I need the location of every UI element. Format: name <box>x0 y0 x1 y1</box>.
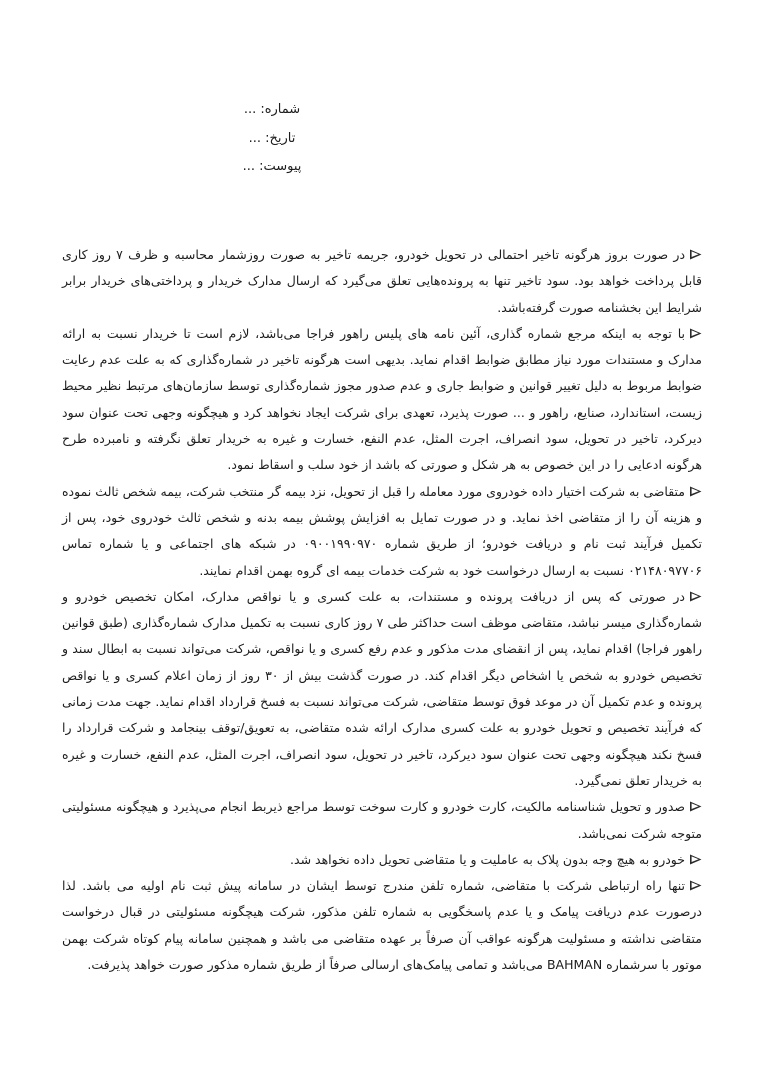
right-arrowhead-bullet-icon <box>690 591 702 602</box>
term-item <box>62 873 702 978</box>
term-item <box>62 794 702 847</box>
field-attachment: پیوست: ... <box>242 159 302 174</box>
term-text: با توجه به اینکه مرجع شماره گذاری، آئین نامه های پلیس راهور فراجا می‌باشد، لازم است تا خریدار نسبت به ارائه مدارک و مستندات مورد نیاز مطابق ضوابط اقدام نماید. بدیهی است هرگونه تاخیر در شماره‌گذاری که به علت عدم رعایت ضوابط مربوط به دلیل تغییر قوانین و ضوابط جاری و عدم صدور مجوز شماره‌گذاری توسط سازمان‌های مرتبط نظیر محیط زیست، استاندارد، صنایع، راهور و ... صورت پذیرد، تعهدی برای شرکت ایجاد نخواهد کرد و هیچگونه وجهی تحت عنوان سود دیرکرد، تاخیر در تحویل، سود انصراف، اجرت المثل، عدم النفع، خسارت و غیره به خریدار تعلق نگرفته و نامبرده طرح هرگونه ادعایی را در این خصوص به هر شکل و صورتی که باشد از خود سلب و اسقاط نمود. <box>62 325 702 473</box>
term-item <box>62 584 702 794</box>
term-text: صدور و تحویل شناسنامه مالکیت، کارت خودرو و کارت سوخت توسط مراجع ذیربط انجام می‌پذیرد و هیچگونه مسئولیتی متوجه شرکت نمی‌باشد. <box>62 799 702 841</box>
term-text: در صورت بروز هرگونه تاخیر احتمالی در تحویل خودرو، جریمه تاخیر به صورت روزشمار محاسبه و ظرف ۷ روز کاری قابل پرداخت خواهد بود. سود تاخیر تنها به پرونده‌هایی تعلق می‌گیرد که ارسال مدارک خریدار و پرداختی‌های خریدار برابر شرایط این بخشنامه صورت گرفته‌باشد. <box>62 247 702 315</box>
right-arrowhead-bullet-icon <box>690 854 702 865</box>
term-text: تنها راه ارتباطی شرکت با متقاضی، شماره تلفن مندرج توسط ایشان در سامانه پیش ثبت نام اولیه می باشد. لذا درصورت عدم دریافت پیامک و یا عدم پاسخگویی به شماره تلفن مذکور، شرکت هیچگونه مسئولیتی در قبال درخواست متقاضی نداشته و مسئولیت هرگونه عواقب آن صرفاً بر عهده متقاضی می باشد و همچنین سامانه پیام کوتاه شرکت بهمن موتور با سرشماره BAHMAN می‌باشد و تمامی پیامک‌های ارسالی صرفاً از طریق شماره مذکور صورت خواهد پذیرفت. <box>62 878 702 973</box>
field-date: تاریخ: ... <box>248 130 296 146</box>
term-item <box>62 479 702 584</box>
term-item <box>62 242 702 321</box>
terms-list <box>62 242 702 978</box>
letterhead-fields <box>224 96 320 182</box>
term-item <box>62 321 702 479</box>
right-arrowhead-bullet-icon <box>690 880 702 891</box>
term-item <box>62 847 702 873</box>
right-arrowhead-bullet-icon <box>690 328 702 339</box>
right-arrowhead-bullet-icon <box>690 801 702 812</box>
term-text: خودرو به هیچ وجه بدون پلاک به عاملیت و یا متقاضی تحویل داده نخواهد شد. <box>290 851 685 867</box>
term-text: متقاضی به شرکت اختیار داده خودروی مورد معامله را قبل از تحویل، نزد بیمه گر منتخب شرکت، بیمه شخص ثالث نموده و هزینه آن را از متقاضی اخذ نماید. و در صورت تمایل به افزایش پوشش بیمه بدنه و شخص ثالث خودروی خود، پس از تکمیل فرآیند ثبت نام و دریافت خودرو؛ از طریق شماره ۰۹۰۰۱۹۹۰۹۷۰ در شبکه های اجتماعی و یا شماره تماس ۰۲۱۴۸۰۹۷۷۰۶ نسبت به ارسال درخواست خود به شرکت خدمات بیمه ای گروه بهمن اقدام نمایند. <box>62 483 703 578</box>
right-arrowhead-bullet-icon <box>690 249 702 260</box>
field-number: شماره: ... <box>243 102 301 117</box>
right-arrowhead-bullet-icon <box>690 486 702 497</box>
term-text: در صورتی که پس از دریافت پرونده و مستندات، به علت کسری و یا نواقص مدارک، امکان تخصیص خودرو و شماره‌گذاری میسر نباشد، متقاضی موظف است حداکثر طی ۷ روز کاری نسبت به تکمیل مدارک شماره‌گذاری (طبق قوانین راهور فراجا) اقدام نماید، پس از انقضای مدت مذکور و عدم رفع کسری و یا نواقص، شرکت می‌تواند نسبت به ابطال سند و تخصیص خودرو به شخص یا اشخاص دیگر اقدام کند. در صورت گذشت بیش از ۳۰ روز از زمان اعلام کسری و یا نواقص پرونده و عدم تکمیل آن در موعد فوق توسط متقاضی، شرکت می‌تواند نسبت به فسخ قرارداد اقدام نماید. جهت مدت زمانی که فرآیند تخصیص و تحویل خودرو به علت کسری مدارک ارائه شده متقاضی، به تعویق/توقف بینجامد و شرکت قرارداد را فسخ نکند هیچگونه وجهی تحت عنوان سود دیرکرد، تاخیر در تحویل، سود انصراف، اجرت المثل، عدم النفع، خسارت و غیره به خریدار تعلق نمی‌گیرد. <box>62 588 702 788</box>
